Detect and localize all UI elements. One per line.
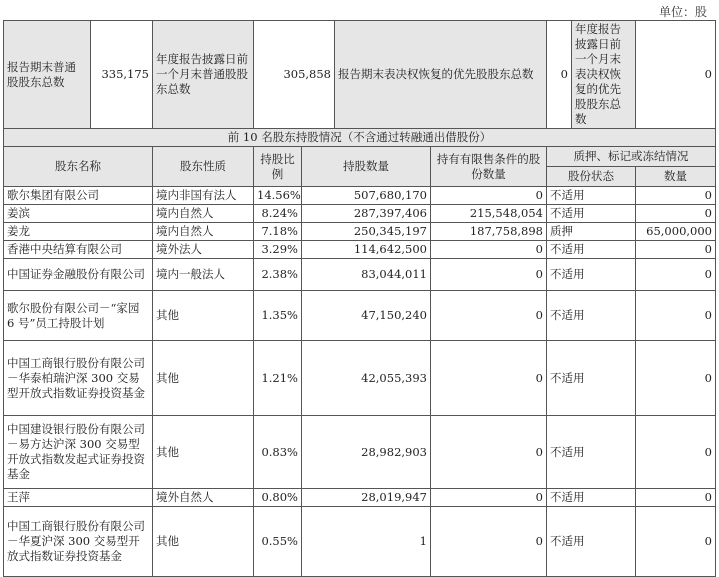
holding-ratio: 3.29% — [254, 241, 302, 259]
holding-ratio: 7.18% — [254, 223, 302, 241]
holding-quantity: 42,055,393 — [302, 341, 431, 416]
holding-ratio: 0.80% — [254, 489, 302, 507]
summary-value-4: 0 — [636, 21, 716, 129]
restricted-quantity: 0 — [431, 507, 547, 577]
pledge-quantity: 0 — [636, 489, 716, 507]
table-row — [4, 205, 716, 223]
restricted-quantity: 0 — [431, 187, 547, 205]
header-pledge-group: 质押、标记或冻结情况 — [547, 147, 716, 167]
shareholder-name: 中国建设银行股份有限公司－易方达沪深 300 交易型开放式指数发起式证券投资基金 — [4, 416, 153, 489]
pledge-status: 质押 — [547, 223, 636, 241]
holding-ratio: 0.83% — [254, 416, 302, 489]
shareholder-nature: 其他 — [153, 507, 254, 577]
table-row — [4, 291, 716, 341]
shareholder-name: 香港中央结算有限公司 — [4, 241, 153, 259]
header-restricted: 持有有限售条件的股份数量 — [431, 147, 547, 187]
shareholder-name: 歌尔集团有限公司 — [4, 187, 153, 205]
holding-ratio: 2.38% — [254, 259, 302, 291]
table-row — [4, 416, 716, 489]
holding-ratio: 0.55% — [254, 507, 302, 577]
table-row — [4, 241, 716, 259]
restricted-quantity: 0 — [431, 241, 547, 259]
holding-ratio: 1.21% — [254, 341, 302, 416]
header-name: 股东名称 — [4, 147, 153, 187]
shareholder-nature: 境内自然人 — [153, 205, 254, 223]
summary-row — [4, 21, 716, 129]
holding-quantity: 28,019,947 — [302, 489, 431, 507]
header-nature: 股东性质 — [153, 147, 254, 187]
shareholder-nature: 其他 — [153, 416, 254, 489]
header-pledge-qty: 数量 — [636, 167, 716, 187]
shareholder-nature: 境外法人 — [153, 241, 254, 259]
shareholder-nature: 境内自然人 — [153, 223, 254, 241]
pledge-quantity: 0 — [636, 259, 716, 291]
holding-quantity: 507,680,170 — [302, 187, 431, 205]
pledge-quantity: 0 — [636, 241, 716, 259]
shareholder-name: 中国工商银行股份有限公司－华泰柏瑞沪深 300 交易型开放式指数证券投资基金 — [4, 341, 153, 416]
summary-label-2: 年度报告披露日前一个月末普通股股东总数 — [153, 21, 254, 129]
pledge-status: 不适用 — [547, 507, 636, 577]
shareholder-name: 姜龙 — [4, 223, 153, 241]
table-row — [4, 507, 716, 577]
section-title: 前 10 名股东持股情况（不含通过转融通出借股份） — [4, 129, 716, 147]
summary-label-3: 报告期末表决权恢复的优先股股东总数 — [335, 21, 547, 129]
pledge-status: 不适用 — [547, 187, 636, 205]
pledge-quantity: 0 — [636, 205, 716, 223]
header-pledge-status: 股份状态 — [547, 167, 636, 187]
holding-quantity: 83,044,011 — [302, 259, 431, 291]
table-row — [4, 259, 716, 291]
pledge-quantity: 65,000,000 — [636, 223, 716, 241]
table-row — [4, 341, 716, 416]
shareholder-name: 王萍 — [4, 489, 153, 507]
holding-quantity: 250,345,197 — [302, 223, 431, 241]
header-ratio: 持股比例 — [254, 147, 302, 187]
holding-quantity: 287,397,406 — [302, 205, 431, 223]
pledge-status: 不适用 — [547, 259, 636, 291]
pledge-quantity: 0 — [636, 507, 716, 577]
holding-ratio: 1.35% — [254, 291, 302, 341]
shareholder-name: 姜滨 — [4, 205, 153, 223]
pledge-quantity: 0 — [636, 187, 716, 205]
restricted-quantity: 0 — [431, 416, 547, 489]
shareholder-nature: 其他 — [153, 341, 254, 416]
unit-label: 单位：股 — [658, 5, 707, 19]
pledge-quantity: 0 — [636, 416, 716, 489]
summary-label-1: 报告期末普通股股东总数 — [4, 21, 91, 129]
pledge-status: 不适用 — [547, 489, 636, 507]
summary-label-4: 年度报告披露日前一个月末表决权恢复的优先股股东总数 — [572, 21, 636, 129]
header-quantity: 持股数量 — [302, 147, 431, 187]
holding-ratio: 8.24% — [254, 205, 302, 223]
shareholder-nature: 境内一般法人 — [153, 259, 254, 291]
summary-value-2: 305,858 — [254, 21, 335, 129]
shareholder-table — [3, 20, 716, 577]
restricted-quantity: 0 — [431, 341, 547, 416]
pledge-status: 不适用 — [547, 341, 636, 416]
table-row — [4, 223, 716, 241]
table-row — [4, 187, 716, 205]
table-row — [4, 489, 716, 507]
pledge-status: 不适用 — [547, 416, 636, 489]
holding-quantity: 114,642,500 — [302, 241, 431, 259]
shareholder-name: 中国工商银行股份有限公司－华夏沪深 300 交易型开放式指数证券投资基金 — [4, 507, 153, 577]
holding-ratio: 14.56% — [254, 187, 302, 205]
header-row-1 — [4, 147, 716, 167]
holding-quantity: 1 — [302, 507, 431, 577]
summary-value-1: 335,175 — [91, 21, 153, 129]
shareholder-name: 中国证券金融股份有限公司 — [4, 259, 153, 291]
pledge-status: 不适用 — [547, 241, 636, 259]
pledge-status: 不适用 — [547, 205, 636, 223]
holding-quantity: 47,150,240 — [302, 291, 431, 341]
restricted-quantity: 0 — [431, 489, 547, 507]
shareholder-name: 歌尔股份有限公司－“家园 6 号”员工持股计划 — [4, 291, 153, 341]
holding-quantity: 28,982,903 — [302, 416, 431, 489]
pledge-status: 不适用 — [547, 291, 636, 341]
summary-value-3: 0 — [547, 21, 572, 129]
shareholder-nature: 境外自然人 — [153, 489, 254, 507]
section-title-row — [4, 129, 716, 147]
restricted-quantity: 187,758,898 — [431, 223, 547, 241]
restricted-quantity: 0 — [431, 291, 547, 341]
pledge-quantity: 0 — [636, 341, 716, 416]
restricted-quantity: 215,548,054 — [431, 205, 547, 223]
shareholder-nature: 其他 — [153, 291, 254, 341]
pledge-quantity: 0 — [636, 291, 716, 341]
shareholder-nature: 境内非国有法人 — [153, 187, 254, 205]
restricted-quantity: 0 — [431, 259, 547, 291]
